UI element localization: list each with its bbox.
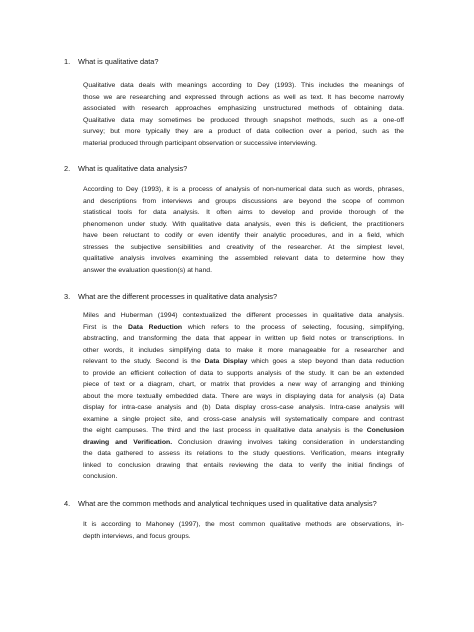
text-run: piece of text or a diagram, chart, or matrix that provides a new way of arranging and thinking: [83, 381, 404, 388]
text-run: which refers to the process of selecting, focusing, simplifying,: [182, 323, 404, 331]
answer-line: [83, 219, 404, 231]
answer-line: [83, 356, 404, 368]
text-run: Miles and Huberman (1994) contextualized the different processes in qualitative data analysis.: [83, 312, 404, 319]
text-run: material produced through participant observation or successive interviewing.: [83, 139, 317, 147]
bold-term: Data Reduction: [128, 323, 183, 331]
question-number: 2.: [64, 164, 71, 173]
answer-line: [83, 196, 404, 208]
text-run: Qualitative data deals with meanings according to Dey (1993). This includes the meanings of: [83, 82, 404, 89]
text-run: relevant to the study. Second is the: [83, 358, 205, 365]
answer-3: [83, 310, 404, 483]
answer-line: [83, 402, 404, 414]
bold-term: Data Display: [204, 358, 248, 365]
answer-line: [83, 138, 404, 150]
text-run: associated with research approaches emphasizing unstructured methods of obtaining data.: [83, 105, 404, 112]
question-text: What is qualitative data?: [78, 57, 159, 66]
answer-line: [83, 460, 404, 472]
answer-line: [83, 519, 404, 531]
text-run: and descriptions from interviews and groups discussions are beyond the scope of common: [83, 197, 404, 205]
text-run: qualitative analysis involves examining the assembled relevant data to determine how they: [83, 255, 404, 262]
text-run: According to Dey (1993), it is a process of analysis of non-numerical data such as words, phrases,: [83, 186, 404, 193]
text-run: the eight campuses. The third and the last process in qualitative data analysis is the: [83, 427, 367, 434]
text-run: statistical tools for data analysis. It often aims to develop and provide thorough of the: [83, 209, 404, 216]
bold-term: drawing and Verification.: [83, 438, 173, 446]
answer-line: [83, 310, 404, 322]
text-run: phenomenon under study. With qualitative data analysis, even this is deficient, the practitioners: [83, 220, 404, 228]
text-run: about the more textually embedded data. There are ways in displaying data for analysis (a) Data: [83, 392, 404, 400]
text-run: those we are researching and expressed through actions as well as text. It has become narrowly: [83, 93, 404, 101]
answer-line: [83, 230, 404, 242]
answer-line: [83, 531, 404, 543]
answer-line: [83, 242, 404, 254]
text-run: display for intra-case analysis and (b) Data display cross-case analysis. Intra-case analysis will: [83, 404, 404, 411]
question-text: What are the common methods and analytical techniques used in qualitative data analysis?: [78, 499, 377, 508]
text-run: the data gathered to assess its relations to the study questions. Verification, means integrally: [83, 450, 404, 457]
text-run: depth interviews, and focus groups.: [83, 532, 191, 540]
text-run: conclusion.: [83, 473, 118, 480]
answer-line: [83, 345, 404, 357]
text-run: Qualitative data may sometimes be produced through snapshot methods, such as a one-off: [83, 116, 404, 124]
answer-1: [83, 80, 404, 149]
text-run: which goes a step beyond than data reduction: [247, 358, 404, 365]
answer-line: [83, 322, 404, 334]
answer-2: [83, 184, 404, 276]
answer-line: [83, 391, 404, 403]
answer-line: [83, 80, 404, 92]
text-run: stresses the subjective sensibilities and creativity of the researcher. At the simplest level,: [83, 243, 404, 251]
answer-line: [83, 126, 404, 138]
answer-line: [83, 115, 404, 127]
answer-line: [83, 414, 404, 426]
answer-4: [83, 519, 404, 542]
answer-line: [83, 368, 404, 380]
answer-line: [83, 379, 404, 391]
question-number: 1.: [64, 57, 71, 66]
question-text: What is qualitative data analysis?: [78, 164, 188, 173]
text-run: It is according to Mahoney (1997), the most common qualitative methods are observations, in-: [83, 521, 404, 528]
answer-line: [83, 448, 404, 460]
text-run: have been reluctant to codify or even identify their analytic procedures, and in a field, which: [83, 232, 404, 239]
text-run: answer the evaluation question(s) at hand.: [83, 266, 212, 274]
text-run: linked to conclusion drawing that entails reviewing the data to verify the initial findings of: [83, 461, 404, 469]
text-run: Conclusion drawing involves taking consideration in understanding: [172, 438, 404, 446]
answer-line: [83, 103, 404, 115]
text-run: survey; but more typically they are a product of data collection over a period, such as the: [83, 128, 404, 135]
answer-line: [83, 425, 404, 437]
answer-line: [83, 253, 404, 265]
text-run: other words, it includes simplifying data to make it more manageable for a researcher and: [83, 346, 404, 354]
question-text: What are the different processes in qualitative data analysis?: [78, 292, 278, 301]
text-run: abstracting, and transforming the data that appear in written up field notes or transcriptions. In: [83, 335, 404, 342]
answer-line: [83, 471, 404, 483]
answer-line: [83, 92, 404, 104]
answer-line: [83, 207, 404, 219]
text-run: to provide an efficient collection of data to supports analysis of the study. It can be an extended: [83, 369, 404, 377]
text-run: examine a single project site, and cross-case analysis will systematically compare and contrast: [83, 415, 404, 423]
answer-line: [83, 265, 404, 277]
bold-term: Conclusion: [366, 427, 404, 434]
question-number: 3.: [64, 292, 71, 301]
question-number: 4.: [64, 499, 71, 508]
answer-line: [83, 437, 404, 449]
answer-line: [83, 184, 404, 196]
text-run: First is the: [83, 323, 129, 331]
answer-line: [83, 333, 404, 345]
